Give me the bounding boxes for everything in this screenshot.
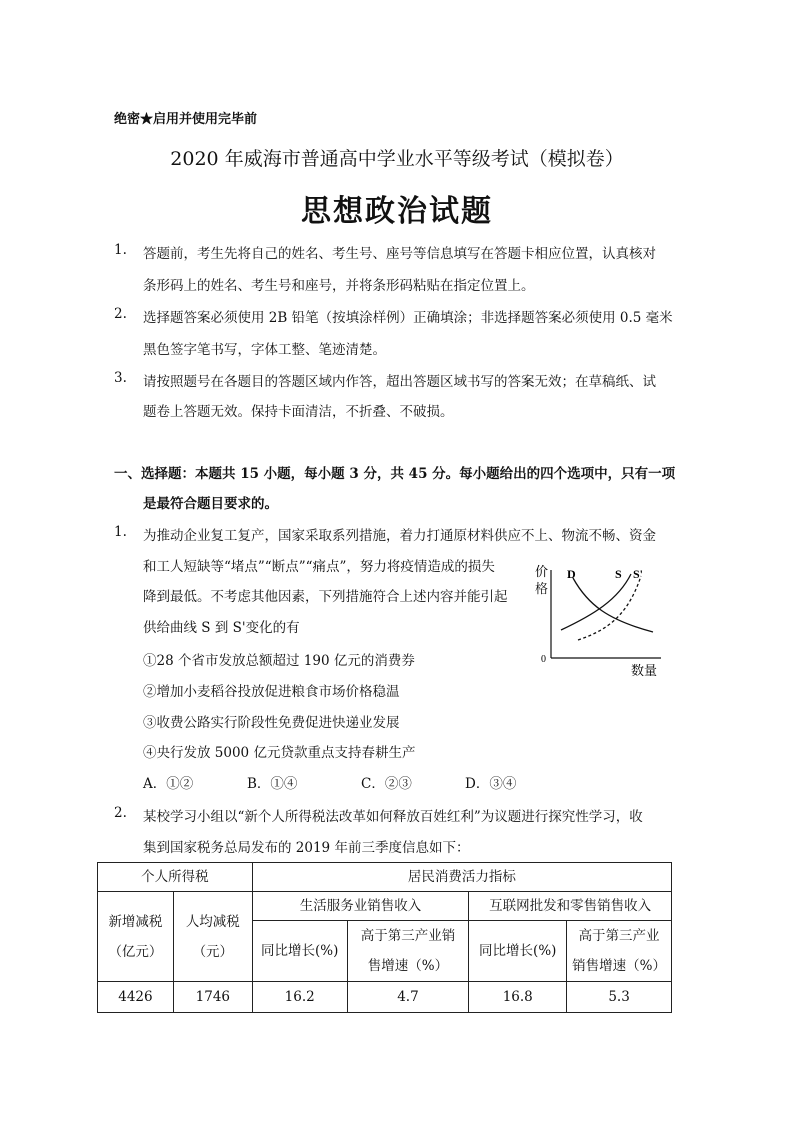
series-label-d: D <box>567 567 576 581</box>
tax-data-table <box>97 862 672 1013</box>
header-internet-retail: 互联网批发和零售销售收入 <box>469 892 672 921</box>
question-number: 1. <box>114 524 127 540</box>
y-axis-label: 价 <box>535 564 549 579</box>
y-axis-label-cont: 格 <box>535 582 549 597</box>
instruction-text: 黑色签字笔书写，字体工整、笔迹清楚。 <box>143 342 386 358</box>
instruction-text: 条形码上的姓名、考生号和座号，并将条形码粘贴在指定位置上。 <box>143 278 535 294</box>
option-c: C．②③ <box>361 776 412 792</box>
header-consumption: 居民消费活力指标 <box>252 863 671 892</box>
header-life-service: 生活服务业销售收入 <box>252 892 469 921</box>
exam-title: 2020 年威海市普通高中学业水平等级考试（模拟卷） <box>170 148 624 170</box>
series-label-s: S <box>615 567 622 581</box>
question-stem: 集到国家税务总局发布的 2019 年前三季度信息如下： <box>143 840 470 856</box>
option-b: B．①④ <box>247 776 298 792</box>
instruction-text: 答题前，考生先将自己的姓名、考生号、座号等信息填写在答题卡相应位置，认真核对 <box>143 246 656 262</box>
table-cell: 16.8 <box>469 982 567 1013</box>
supply-curve-shifted <box>578 576 641 640</box>
header-per-capita-tax-cut: 人均减税 （元） <box>173 892 252 982</box>
question-stem: 降到最低。不考虑其他因素，下列措施符合上述内容并能引起 <box>143 589 508 605</box>
choice-item: ②增加小麦稻谷投放促进粮食市场价格稳温 <box>143 684 400 700</box>
x-axis-label: 数量 <box>631 663 658 678</box>
question-stem: 和工人短缺等“堵点”“断点”“痛点”，努力将疫情造成的损失 <box>143 559 495 575</box>
choice-item: ③收费公路实行阶段性免费促进快递业发展 <box>143 715 400 731</box>
instruction-number: 2. <box>114 306 127 322</box>
table-cell: 4426 <box>98 982 174 1013</box>
section-heading: 一、选择题：本题共 15 小题，每小题 3 分，共 45 分。每小题给出的四个选项中，只有一项 <box>114 466 676 482</box>
header-income-tax: 个人所得税 <box>98 863 253 892</box>
table-cell: 5.3 <box>567 982 672 1013</box>
header-yoy-life: 同比增长(%) <box>252 921 347 982</box>
table-cell: 4.7 <box>347 982 469 1013</box>
question-number: 2. <box>114 805 127 821</box>
section-heading-cont: 是最符合题目要求的。 <box>143 496 278 512</box>
header-above-life: 高于第三产业销 售增速（%） <box>347 921 469 982</box>
series-label-s-prime: S' <box>633 567 644 581</box>
question-stem: 为推动企业复工复产，国家采取系列措施，着力打通原材料供应不上、物流不畅、资金 <box>143 528 656 544</box>
table-cell: 1746 <box>173 982 252 1013</box>
question-stem: 某校学习小组以“新个人所得税法改革如何释放百姓红利”为议题进行探究性学习，收 <box>143 809 643 825</box>
origin-label: 0 <box>541 654 546 665</box>
confidential-mark: 绝密★启用并使用完毕前 <box>114 112 258 127</box>
option-a: A．①② <box>143 776 194 792</box>
instruction-number: 3. <box>114 370 127 386</box>
demand-curve <box>573 578 653 632</box>
instruction-text: 题卷上答题无效。保持卡面清洁，不折叠、不破损。 <box>143 404 454 420</box>
choice-item: ④央行发放 5000 亿元贷款重点支持春耕生产 <box>143 745 416 761</box>
instruction-text: 请按照题号在各题目的答题区域内作答，超出答题区域书写的答案无效；在草稿纸、试 <box>143 374 656 390</box>
question-stem: 供给曲线 S 到 S'变化的有 <box>143 620 300 636</box>
supply-demand-chart <box>533 560 673 685</box>
instruction-number: 1. <box>114 242 127 258</box>
header-above-internet: 高于第三产业 销售增速（%） <box>567 921 672 982</box>
header-new-tax-cut: 新增减税 （亿元） <box>98 892 174 982</box>
header-yoy-internet: 同比增长(%) <box>469 921 567 982</box>
table-row <box>98 982 672 1013</box>
instruction-text: 选择题答案必须使用 2B 铅笔（按填涂样例）正确填涂；非选择题答案必须使用 0.5 毫米 <box>143 310 673 326</box>
option-d: D．③④ <box>465 776 517 792</box>
table-cell: 16.2 <box>252 982 347 1013</box>
choice-item: ①28 个省市发放总额超过 190 亿元的消费券 <box>143 653 415 669</box>
subject-title: 思想政治试题 <box>301 194 493 229</box>
